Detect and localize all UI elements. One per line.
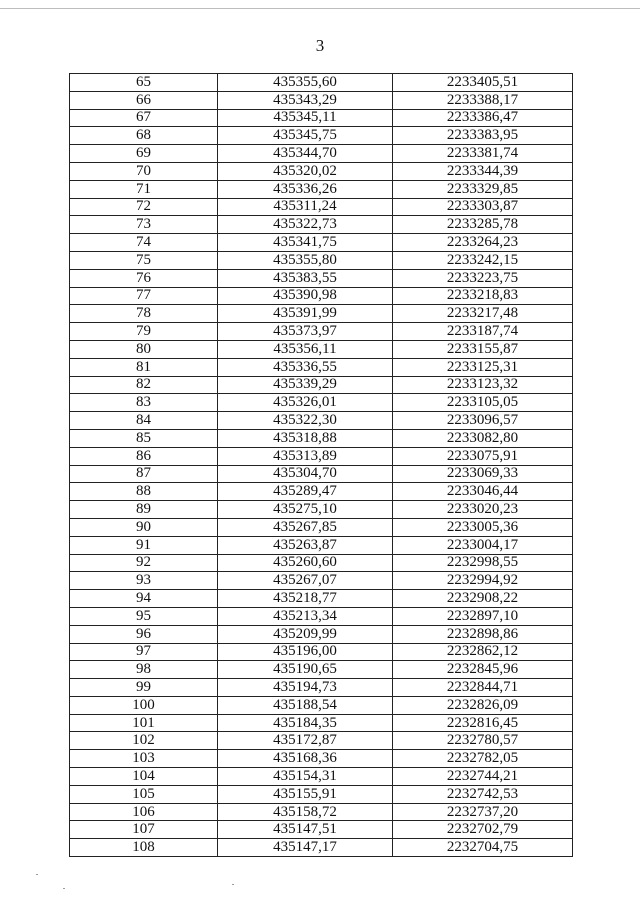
y-coordinate-cell: 2233405,51 <box>393 74 573 92</box>
point-number-cell: 72 <box>70 198 218 216</box>
point-number-cell: 67 <box>70 109 218 127</box>
point-number-cell: 94 <box>70 590 218 608</box>
x-coordinate-cell: 435345,75 <box>218 127 393 145</box>
x-coordinate-cell: 435336,26 <box>218 180 393 198</box>
point-number-cell: 68 <box>70 127 218 145</box>
y-coordinate-cell: 2232898,86 <box>393 625 573 643</box>
x-coordinate-cell: 435304,70 <box>218 465 393 483</box>
table-row <box>70 590 573 608</box>
table-row <box>70 358 573 376</box>
y-coordinate-cell: 2233075,91 <box>393 447 573 465</box>
point-number-cell: 107 <box>70 821 218 839</box>
x-coordinate-cell: 435383,55 <box>218 269 393 287</box>
table-row <box>70 732 573 750</box>
x-coordinate-cell: 435322,30 <box>218 412 393 430</box>
point-number-cell: 87 <box>70 465 218 483</box>
x-coordinate-cell: 435172,87 <box>218 732 393 750</box>
table-row <box>70 216 573 234</box>
point-number-cell: 101 <box>70 714 218 732</box>
x-coordinate-cell: 435345,11 <box>218 109 393 127</box>
point-number-cell: 70 <box>70 162 218 180</box>
x-coordinate-cell: 435155,91 <box>218 785 393 803</box>
coordinates-table <box>69 73 573 857</box>
table-row <box>70 607 573 625</box>
point-number-cell: 98 <box>70 661 218 679</box>
scan-speck <box>36 874 38 875</box>
y-coordinate-cell: 2233329,85 <box>393 180 573 198</box>
x-coordinate-cell: 435188,54 <box>218 696 393 714</box>
x-coordinate-cell: 435355,60 <box>218 74 393 92</box>
coordinates-table-body <box>70 74 573 857</box>
table-row <box>70 643 573 661</box>
table-row <box>70 625 573 643</box>
point-number-cell: 102 <box>70 732 218 750</box>
x-coordinate-cell: 435343,29 <box>218 91 393 109</box>
y-coordinate-cell: 2233381,74 <box>393 145 573 163</box>
y-coordinate-cell: 2232742,53 <box>393 785 573 803</box>
y-coordinate-cell: 2232744,21 <box>393 768 573 786</box>
point-number-cell: 103 <box>70 750 218 768</box>
x-coordinate-cell: 435355,80 <box>218 251 393 269</box>
y-coordinate-cell: 2232826,09 <box>393 696 573 714</box>
table-row <box>70 145 573 163</box>
table-row <box>70 483 573 501</box>
point-number-cell: 91 <box>70 536 218 554</box>
table-row <box>70 340 573 358</box>
table-row <box>70 821 573 839</box>
x-coordinate-cell: 435336,55 <box>218 358 393 376</box>
y-coordinate-cell: 2232844,71 <box>393 679 573 697</box>
y-coordinate-cell: 2232780,57 <box>393 732 573 750</box>
table-row <box>70 501 573 519</box>
y-coordinate-cell: 2232782,05 <box>393 750 573 768</box>
x-coordinate-cell: 435320,02 <box>218 162 393 180</box>
point-number-cell: 90 <box>70 518 218 536</box>
point-number-cell: 66 <box>70 91 218 109</box>
point-number-cell: 96 <box>70 625 218 643</box>
x-coordinate-cell: 435168,36 <box>218 750 393 768</box>
page-number: 3 <box>315 36 325 55</box>
y-coordinate-cell: 2233242,15 <box>393 251 573 269</box>
y-coordinate-cell: 2232704,75 <box>393 839 573 857</box>
table-row <box>70 91 573 109</box>
y-coordinate-cell: 2232994,92 <box>393 572 573 590</box>
x-coordinate-cell: 435209,99 <box>218 625 393 643</box>
table-row <box>70 376 573 394</box>
y-coordinate-cell: 2233218,83 <box>393 287 573 305</box>
table-row <box>70 447 573 465</box>
x-coordinate-cell: 435190,65 <box>218 661 393 679</box>
table-row <box>70 572 573 590</box>
point-number-cell: 71 <box>70 180 218 198</box>
point-number-cell: 95 <box>70 607 218 625</box>
scan-speck <box>232 884 234 885</box>
point-number-cell: 78 <box>70 305 218 323</box>
x-coordinate-cell: 435267,07 <box>218 572 393 590</box>
x-coordinate-cell: 435275,10 <box>218 501 393 519</box>
x-coordinate-cell: 435373,97 <box>218 323 393 341</box>
y-coordinate-cell: 2232998,55 <box>393 554 573 572</box>
y-coordinate-cell: 2233123,32 <box>393 376 573 394</box>
point-number-cell: 83 <box>70 394 218 412</box>
x-coordinate-cell: 435339,29 <box>218 376 393 394</box>
table-row <box>70 679 573 697</box>
y-coordinate-cell: 2232737,20 <box>393 803 573 821</box>
table-row <box>70 127 573 145</box>
y-coordinate-cell: 2233217,48 <box>393 305 573 323</box>
table-row <box>70 661 573 679</box>
point-number-cell: 97 <box>70 643 218 661</box>
x-coordinate-cell: 435147,17 <box>218 839 393 857</box>
table-row <box>70 750 573 768</box>
point-number-cell: 104 <box>70 768 218 786</box>
x-coordinate-cell: 435263,87 <box>218 536 393 554</box>
table-row <box>70 251 573 269</box>
point-number-cell: 89 <box>70 501 218 519</box>
y-coordinate-cell: 2233223,75 <box>393 269 573 287</box>
point-number-cell: 84 <box>70 412 218 430</box>
table-row <box>70 803 573 821</box>
table-row <box>70 714 573 732</box>
x-coordinate-cell: 435344,70 <box>218 145 393 163</box>
y-coordinate-cell: 2233105,05 <box>393 394 573 412</box>
y-coordinate-cell: 2233344,39 <box>393 162 573 180</box>
table-row <box>70 412 573 430</box>
point-number-cell: 100 <box>70 696 218 714</box>
y-coordinate-cell: 2233264,23 <box>393 234 573 252</box>
table-row <box>70 162 573 180</box>
top-scan-rule <box>0 8 640 9</box>
point-number-cell: 108 <box>70 839 218 857</box>
point-number-cell: 88 <box>70 483 218 501</box>
y-coordinate-cell: 2233082,80 <box>393 429 573 447</box>
y-coordinate-cell: 2233187,74 <box>393 323 573 341</box>
x-coordinate-cell: 435194,73 <box>218 679 393 697</box>
y-coordinate-cell: 2233388,17 <box>393 91 573 109</box>
table-row <box>70 198 573 216</box>
y-coordinate-cell: 2232702,79 <box>393 821 573 839</box>
table-row <box>70 180 573 198</box>
point-number-cell: 65 <box>70 74 218 92</box>
y-coordinate-cell: 2233386,47 <box>393 109 573 127</box>
point-number-cell: 80 <box>70 340 218 358</box>
point-number-cell: 76 <box>70 269 218 287</box>
point-number-cell: 79 <box>70 323 218 341</box>
table-row <box>70 554 573 572</box>
table-row <box>70 465 573 483</box>
x-coordinate-cell: 435322,73 <box>218 216 393 234</box>
point-number-cell: 85 <box>70 429 218 447</box>
y-coordinate-cell: 2233004,17 <box>393 536 573 554</box>
y-coordinate-cell: 2233383,95 <box>393 127 573 145</box>
point-number-cell: 75 <box>70 251 218 269</box>
y-coordinate-cell: 2233005,36 <box>393 518 573 536</box>
scan-speck <box>63 888 65 889</box>
y-coordinate-cell: 2233125,31 <box>393 358 573 376</box>
x-coordinate-cell: 435213,34 <box>218 607 393 625</box>
table-row <box>70 536 573 554</box>
table-row <box>70 696 573 714</box>
x-coordinate-cell: 435391,99 <box>218 305 393 323</box>
point-number-cell: 81 <box>70 358 218 376</box>
x-coordinate-cell: 435196,00 <box>218 643 393 661</box>
table-row <box>70 429 573 447</box>
y-coordinate-cell: 2232816,45 <box>393 714 573 732</box>
point-number-cell: 93 <box>70 572 218 590</box>
point-number-cell: 77 <box>70 287 218 305</box>
point-number-cell: 99 <box>70 679 218 697</box>
x-coordinate-cell: 435267,85 <box>218 518 393 536</box>
y-coordinate-cell: 2233096,57 <box>393 412 573 430</box>
y-coordinate-cell: 2232908,22 <box>393 590 573 608</box>
table-row <box>70 234 573 252</box>
point-number-cell: 73 <box>70 216 218 234</box>
y-coordinate-cell: 2233155,87 <box>393 340 573 358</box>
table-row <box>70 768 573 786</box>
point-number-cell: 106 <box>70 803 218 821</box>
y-coordinate-cell: 2232862,12 <box>393 643 573 661</box>
table-row <box>70 323 573 341</box>
table-row <box>70 394 573 412</box>
x-coordinate-cell: 435184,35 <box>218 714 393 732</box>
y-coordinate-cell: 2233303,87 <box>393 198 573 216</box>
point-number-cell: 86 <box>70 447 218 465</box>
y-coordinate-cell: 2232845,96 <box>393 661 573 679</box>
table-row <box>70 518 573 536</box>
point-number-cell: 82 <box>70 376 218 394</box>
x-coordinate-cell: 435318,88 <box>218 429 393 447</box>
x-coordinate-cell: 435341,75 <box>218 234 393 252</box>
table-row <box>70 74 573 92</box>
x-coordinate-cell: 435326,01 <box>218 394 393 412</box>
x-coordinate-cell: 435260,60 <box>218 554 393 572</box>
x-coordinate-cell: 435311,24 <box>218 198 393 216</box>
x-coordinate-cell: 435154,31 <box>218 768 393 786</box>
point-number-cell: 92 <box>70 554 218 572</box>
point-number-cell: 105 <box>70 785 218 803</box>
y-coordinate-cell: 2233046,44 <box>393 483 573 501</box>
x-coordinate-cell: 435158,72 <box>218 803 393 821</box>
x-coordinate-cell: 435356,11 <box>218 340 393 358</box>
x-coordinate-cell: 435147,51 <box>218 821 393 839</box>
x-coordinate-cell: 435218,77 <box>218 590 393 608</box>
table-row <box>70 109 573 127</box>
y-coordinate-cell: 2233020,23 <box>393 501 573 519</box>
table-row <box>70 269 573 287</box>
x-coordinate-cell: 435289,47 <box>218 483 393 501</box>
x-coordinate-cell: 435390,98 <box>218 287 393 305</box>
table-row <box>70 305 573 323</box>
y-coordinate-cell: 2232897,10 <box>393 607 573 625</box>
point-number-cell: 69 <box>70 145 218 163</box>
table-row <box>70 839 573 857</box>
table-row <box>70 287 573 305</box>
x-coordinate-cell: 435313,89 <box>218 447 393 465</box>
y-coordinate-cell: 2233285,78 <box>393 216 573 234</box>
table-row <box>70 785 573 803</box>
y-coordinate-cell: 2233069,33 <box>393 465 573 483</box>
point-number-cell: 74 <box>70 234 218 252</box>
